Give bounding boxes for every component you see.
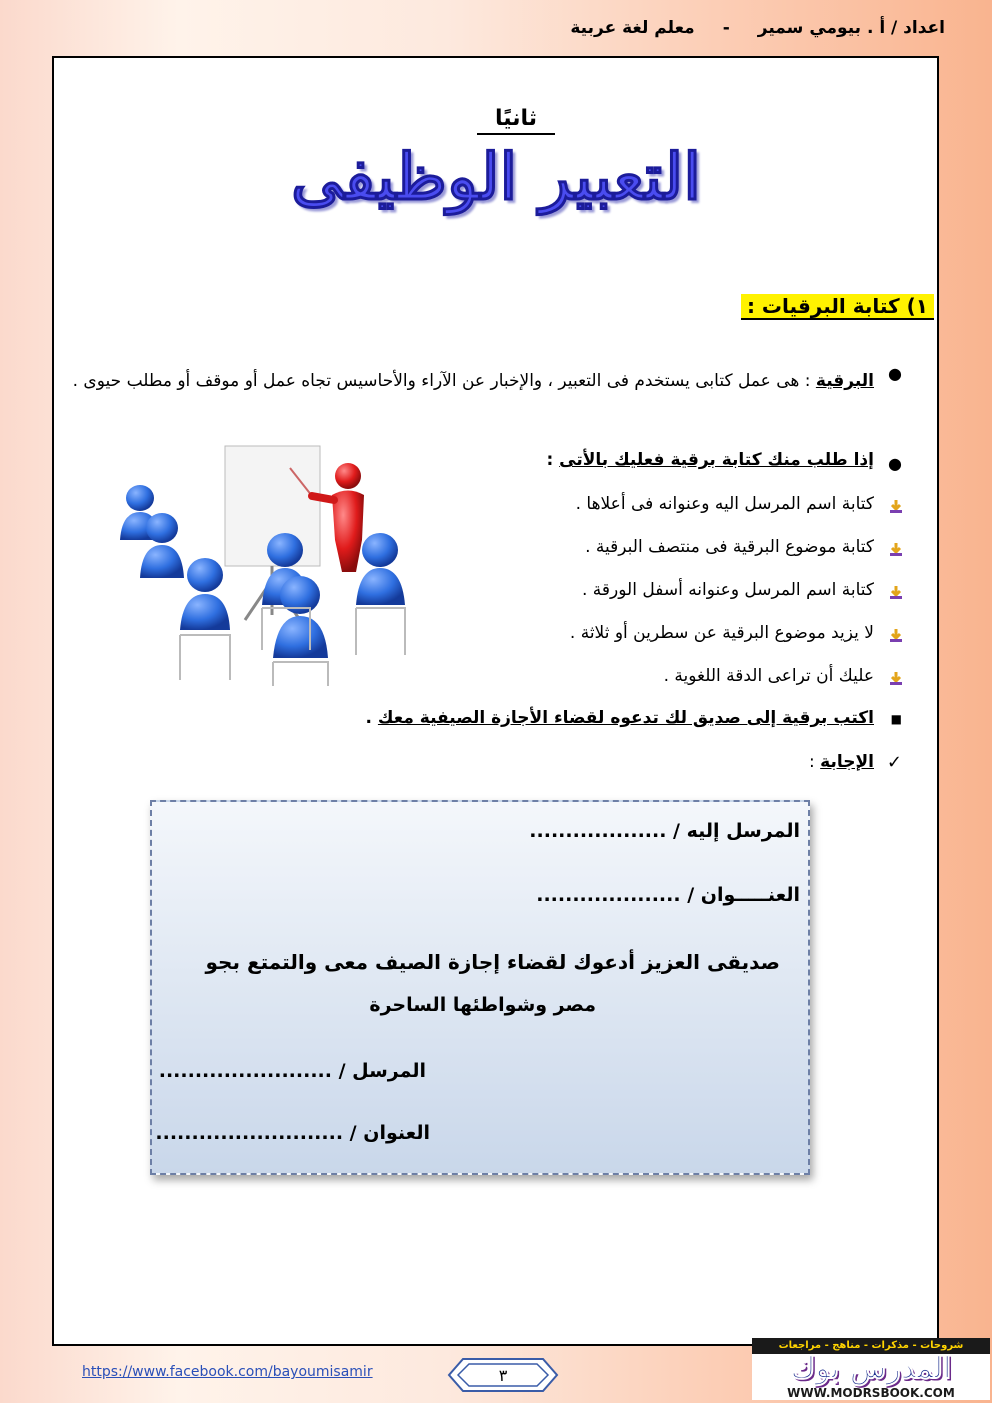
definition-text: : هى عمل كتابى يستخدم فى التعبير ، والإخبار عن الآراء والأحاسيس تجاه عمل أو موقف أو مطلب حيوى . (72, 371, 816, 391)
recipient-field: المرسل إليه / ................... (529, 820, 800, 842)
sender-field: المرسل / ........................ (158, 1060, 426, 1082)
arrow-bullet-icon (888, 584, 904, 600)
telegram-body-line: مصر وشواطئها الساحرة (369, 994, 596, 1016)
instruction-item: عليك أن تراعى الدقة اللغوية . (663, 666, 874, 686)
exercise-prompt: اكتب برقية إلى صديق لك تدعوه لقضاء الأجازة الصيفية معك . (365, 708, 874, 728)
bullet-dot-icon: ● (888, 364, 902, 383)
checkmark-icon: ✓ (886, 752, 902, 773)
arrow-bullet-icon (888, 498, 904, 514)
section-number-title: ثانيًا (0, 106, 992, 135)
instructions-heading: إذا طلب منك كتابة برقية فعليك بالأتى : (546, 450, 874, 470)
instruction-item: لا يزيد موضوع البرقية عن سطرين أو ثلاثة . (569, 623, 874, 643)
definition-term: البرقية (815, 371, 874, 391)
square-bullet-icon: ■ (890, 712, 902, 726)
presentation-illustration (80, 440, 460, 688)
arrow-bullet-icon (888, 670, 904, 686)
answer-label: الإجابة : (809, 752, 874, 772)
instruction-item: كتابة موضوع البرقية فى منتصف البرقية . (585, 537, 874, 557)
telegram-body-line: صديقى العزيز أدعوك لقضاء إجازة الصيف معى والتمتع بجو (205, 950, 780, 974)
telegram-answer-box (150, 800, 810, 1175)
arrow-bullet-icon (888, 627, 904, 643)
page-number: ٣ (498, 1366, 508, 1385)
instruction-item: كتابة اسم المرسل اليه وعنوانه فى أعلاها . (575, 494, 874, 514)
page-number-badge (445, 1355, 561, 1395)
page-title: التعبير الوظيفى (291, 140, 701, 215)
bullet-dot-icon: ● (888, 454, 902, 473)
header-dash: - (722, 18, 730, 38)
recipient-address-field: العنـــــوان / .................... (536, 884, 800, 906)
author-role: معلم لغة عربية (570, 18, 695, 38)
page-header (55, 0, 945, 56)
sender-address-field: العنوان / .......................... (155, 1122, 430, 1144)
instruction-item: كتابة اسم المرسل وعنوانه أسفل الورقة . (582, 580, 874, 600)
arrow-bullet-icon (888, 541, 904, 557)
facebook-link[interactable]: https://www.facebook.com/bayoumisamir (82, 1364, 373, 1380)
author-label: اعداد / أ . بيومي سمير (757, 18, 945, 38)
section-heading: ١) كتابة البرقيات : (741, 294, 934, 320)
definition-paragraph (62, 360, 874, 402)
modrsbook-logo: شروحات - مذكرات - مناهج - مراجعات المدرس بوك WWW.MODRSBOOK.COM (752, 1338, 990, 1400)
